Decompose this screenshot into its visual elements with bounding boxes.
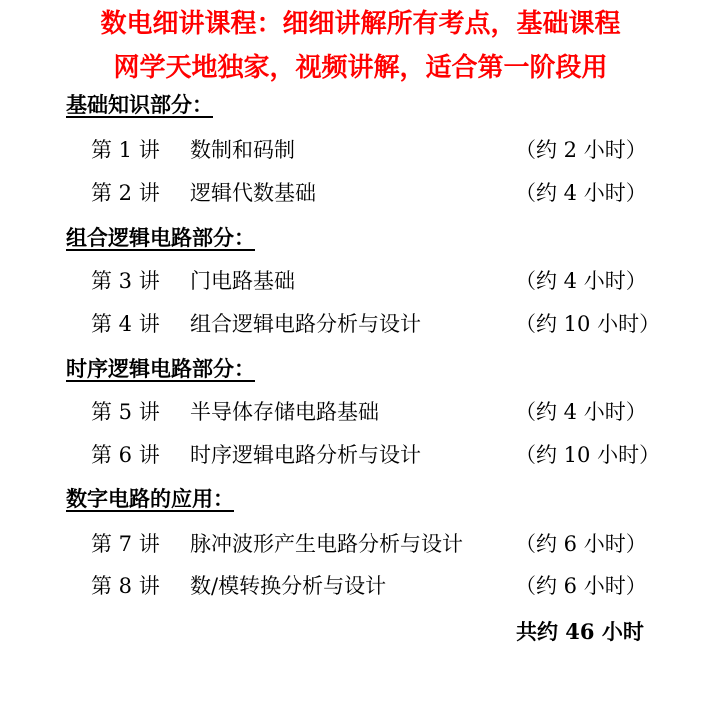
section-heading-combinational: 组合逻辑电路部分：	[66, 225, 255, 250]
lecture-name: 逻辑代数基础	[190, 181, 316, 205]
lecture-duration: （约 6 小时）	[515, 532, 647, 556]
lecture-number: 第 2 讲	[91, 181, 160, 205]
total-hours: 共约 46 小时	[516, 619, 644, 644]
lecture-item	[0, 440, 721, 470]
lecture-duration: （约 6 小时）	[515, 574, 647, 598]
lecture-number: 第 3 讲	[91, 269, 160, 293]
lecture-item	[0, 266, 721, 296]
lecture-number: 第 7 讲	[91, 532, 160, 556]
title-line-2: 网学天地独家，视频讲解，适合第一阶段用	[113, 53, 608, 83]
lecture-item	[0, 309, 721, 339]
lecture-duration: （约 10 小时）	[515, 443, 661, 467]
lecture-duration: （约 4 小时）	[515, 181, 647, 205]
lecture-number: 第 6 讲	[91, 443, 160, 467]
lecture-item	[0, 571, 721, 601]
lecture-name: 时序逻辑电路分析与设计	[190, 443, 421, 467]
lecture-number: 第 4 讲	[91, 312, 160, 336]
lecture-name: 组合逻辑电路分析与设计	[190, 312, 421, 336]
section-heading-sequential: 时序逻辑电路部分：	[66, 356, 255, 381]
lecture-number: 第 5 讲	[91, 400, 160, 424]
lecture-item	[0, 178, 721, 208]
lecture-name: 数制和码制	[190, 138, 295, 162]
lecture-item	[0, 529, 721, 559]
lecture-duration: （约 4 小时）	[515, 269, 647, 293]
title-line-1: 数电细讲课程：细细讲解所有考点，基础课程	[100, 9, 621, 39]
lecture-name: 半导体存储电路基础	[190, 400, 379, 424]
lecture-item	[0, 397, 721, 427]
lecture-duration: （约 10 小时）	[515, 312, 661, 336]
lecture-duration: （约 2 小时）	[515, 138, 647, 162]
lecture-number: 第 8 讲	[91, 574, 160, 598]
lecture-item	[0, 135, 721, 165]
section-heading-basics: 基础知识部分：	[66, 92, 213, 117]
lecture-duration: （约 4 小时）	[515, 400, 647, 424]
lecture-number: 第 1 讲	[91, 138, 160, 162]
section-heading-applications: 数字电路的应用：	[66, 486, 234, 511]
lecture-name: 数/模转换分析与设计	[190, 574, 387, 598]
lecture-name: 门电路基础	[190, 269, 295, 293]
lecture-name: 脉冲波形产生电路分析与设计	[190, 532, 463, 556]
